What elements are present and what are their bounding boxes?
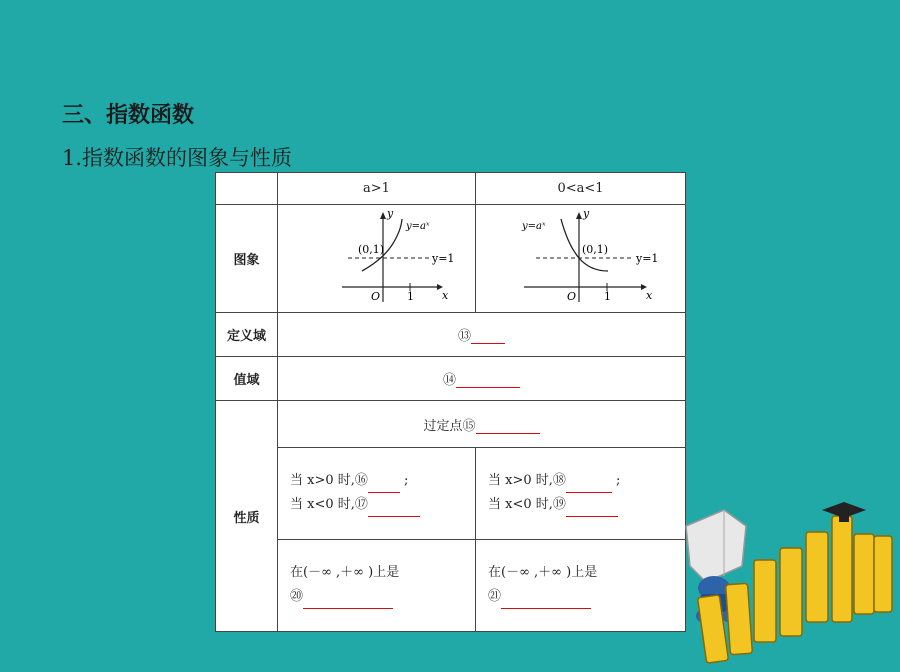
monotonic-cell-decreasing: [476, 539, 686, 631]
domain-cell: [278, 313, 686, 357]
monotonic-text: 在(－∞ ,＋∞ )上是: [290, 565, 400, 581]
origin-label: O: [370, 289, 380, 303]
x-tick-label: 1: [406, 289, 414, 303]
sign-line-negative: [488, 493, 685, 517]
sign-text-negative: 当 x<0 时,⑲: [488, 497, 566, 513]
col-header-a-gt-1: a>1: [278, 173, 476, 205]
asymptote-label: y=1: [431, 251, 454, 265]
sign-cell-increasing: [278, 447, 476, 539]
section-subheading: 1.指数函数的图象与性质: [62, 146, 293, 170]
x-axis-label: x: [441, 288, 448, 302]
origin-label: O: [566, 289, 576, 303]
monotonic-answer: [488, 585, 685, 609]
graph-increasing: [302, 207, 452, 307]
range-blank: [456, 373, 520, 388]
section-heading: 三、指数函数: [62, 103, 195, 128]
semicolon: ;: [616, 473, 621, 489]
blank-20: [303, 594, 393, 609]
row-label-domain: 定义域: [216, 313, 278, 357]
y-axis-arrow: [576, 212, 582, 219]
domain-number: ⑬: [457, 329, 471, 345]
blank-21: [501, 594, 591, 609]
y-axis-arrow: [380, 212, 386, 219]
monotonic-cell-increasing: [278, 539, 476, 631]
sign-line-positive: [290, 469, 475, 493]
col-header-a-lt-1: 0<a<1: [476, 173, 686, 205]
blank-17: [368, 502, 420, 517]
x-tick-label: 1: [603, 289, 611, 303]
x-axis-label: x: [645, 288, 652, 302]
y-axis-label: y: [582, 206, 589, 220]
corner-cell: [216, 173, 278, 205]
sign-text-positive: 当 x>0 时,⑯: [290, 473, 368, 489]
exponential-function-table: [215, 172, 685, 632]
blank-number-20: ⑳: [290, 589, 304, 605]
fixed-point-text: 过定点⑮: [423, 418, 476, 434]
monotonic-text: 在(－∞ ,＋∞ )上是: [488, 565, 598, 581]
curve-label: y=aˣ: [521, 220, 546, 232]
education-logo: [684, 496, 894, 666]
fixed-point-cell: [278, 401, 686, 447]
semicolon: ;: [404, 473, 409, 489]
sign-line-positive: [488, 469, 685, 493]
graph-decreasing: [506, 207, 656, 307]
y-axis-label: y: [386, 206, 393, 220]
graph-cell-increasing: [278, 205, 476, 313]
graph-cell-decreasing: [476, 205, 686, 313]
sign-cell-decreasing: [476, 447, 686, 539]
point-label: (0,1): [357, 242, 384, 256]
domain-blank: [471, 329, 505, 344]
monotonic-answer: [290, 585, 475, 609]
row-label-range: 值域: [216, 357, 278, 401]
curve-label: y=aˣ: [405, 220, 430, 232]
row-label-properties: 性质: [216, 401, 278, 632]
sign-line-negative: [290, 493, 475, 517]
range-number: ⑭: [442, 373, 456, 389]
range-cell: [278, 357, 686, 401]
asymptote-label: y=1: [635, 251, 658, 265]
blank-16: [368, 478, 400, 493]
blank-19: [566, 502, 618, 517]
point-label: (0,1): [581, 242, 608, 256]
sign-text-positive: 当 x>0 时,⑱: [488, 473, 566, 489]
sign-text-negative: 当 x<0 时,⑰: [290, 497, 368, 513]
blank-number-21: ㉑: [488, 589, 502, 605]
row-label-graph: 图象: [216, 205, 278, 313]
blank-18: [566, 478, 612, 493]
fixed-point-blank: [476, 419, 540, 434]
